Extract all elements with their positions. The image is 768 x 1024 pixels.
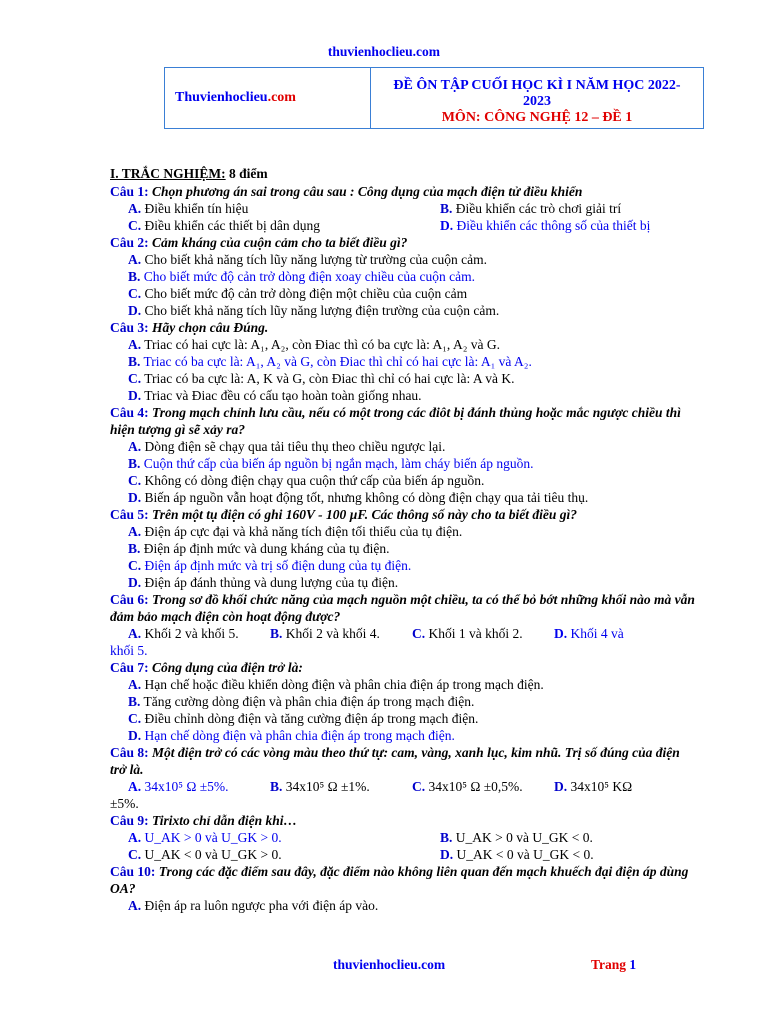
options-row [110,200,696,217]
option-c: C. Triac có ba cực là: A, K và G, còn Điac thì chỉ có hai cực là: A và K. [128,371,515,386]
option-c: C. Điều khiển các thiết bị dân dụng [128,218,320,233]
option-a: A. Điện áp ra luôn ngược pha với điện áp vào. [128,898,379,913]
option-d: D. U_AK < 0 và U_GK < 0. [440,847,594,862]
question-stem: Câu 3: Hãy chọn câu Đúng. [110,320,269,335]
option-c: C. Cho biết mức độ cản trở dòng điện một chiều của cuộn cảm [128,286,468,301]
option-c-correct: C. Điện áp định mức và trị số điện dung của tụ điện. [128,558,412,573]
option-c: C. 34x10⁵ Ω ±0,5%. [412,779,523,794]
page-number: Trang 1 [591,957,637,972]
header-title-cell [371,68,703,128]
option-a: A. Điều khiển tín hiệu [128,201,249,216]
exam-title-line2: 2023 [523,94,551,109]
option-d-correct: D. Khối 4 và [554,626,624,641]
option-b: B. U_AK > 0 và U_GK < 0. [440,830,593,845]
option-c: C. Khối 1 và khối 2. [412,626,523,641]
option-a-correct: A. 34x10⁵ Ω ±5%. [128,779,229,794]
question-stem: Câu 5: Trên một tụ điện có ghi 160V - 100 µF. Các thông số này cho ta biết điều gì? [110,507,577,522]
option-a: A. Hạn chế hoặc điều khiển dòng điện và phân chia điện áp trong mạch điện. [128,677,544,692]
option-c: C. Điều chỉnh dòng điện và tăng cường điện áp trong mạch điện. [128,711,479,726]
question-4 [110,404,696,506]
question-8 [110,744,696,812]
option-d-correct: D. Hạn chế dòng điện và phân chia điện áp trong mạch điện. [128,728,455,743]
option-b-correct: B. Cuộn thứ cấp của biến áp nguồn bị ngắn mạch, làm cháy biến áp nguồn. [128,456,534,471]
site-header-link[interactable]: thuvienhoclieu.com [327,44,441,59]
option-a: A. Cho biết khả năng tích lũy năng lượng từ trường của cuộn cảm. [128,252,488,267]
question-stem: Câu 8: Một điện trở có các vòng màu theo thứ tự: cam, vàng, xanh lục, kim nhũ. Trị số đúng của điện trở là. [110,745,680,777]
option-a: A. Triac có hai cực là: A₁, A₂, còn Điac thì có ba cực là: A₁, A₂ và G. [128,337,501,352]
question-stem: Câu 6: Trong sơ đồ khối chức năng của mạch nguồn một chiều, ta có thể bỏ bớt những khối nào mà vẫn đảm bảo mạch điện còn hoạt động được? [110,592,695,624]
option-b: B. Khối 2 và khối 4. [270,626,380,641]
question-stem: Câu 2: Cảm kháng của cuộn cảm cho ta biết điều gì? [110,235,408,250]
option-c: C. U_AK < 0 và U_GK > 0. [128,847,282,862]
question-stem: Câu 1: Chọn phương án sai trong câu sau : Công dụng của mạch điện tử điều khiển [110,184,583,199]
option-d: D. Triac và Điac đều có cấu tạo hoàn toàn giống nhau. [128,388,422,403]
option-a-correct: A. U_AK > 0 và U_GK > 0. [128,830,282,845]
question-3 [110,319,696,404]
option-a: A. Khối 2 và khối 5. [128,626,239,641]
exam-header-table [164,67,704,129]
option-d: D. Biến áp nguồn vẫn hoạt động tốt, nhưng không có dòng điện chạy qua tải tiêu thụ. [128,490,589,505]
options-row [110,625,696,642]
options-row [110,778,696,795]
question-1 [110,183,696,234]
options-row [110,829,696,846]
question-stem: Câu 9: Tirixto chỉ dẫn điện khi… [110,813,298,828]
question-stem: Câu 4: Trong mạch chỉnh lưu cầu, nếu có một trong các điôt bị đánh thủng hoặc mắc ngược chiều thì hiện tượng gì sẽ xảy ra? [110,405,681,437]
option-a: A. Điện áp cực đại và khả năng tích điện tối thiểu của tụ điện. [128,524,463,539]
options-row [110,217,696,234]
exam-title-line1: ĐỀ ÔN TẬP CUỐI HỌC KÌ I NĂM HỌC 2022- [393,78,681,93]
exam-subject: MÔN: CÔNG NGHỆ 12 – ĐỀ 1 [441,110,633,125]
option-b: B. Tăng cường dòng điện và phân chia điện áp trong mạch điện. [128,694,475,709]
exam-content [110,165,696,914]
question-stem: Câu 7: Công dụng của điện trở là: [110,660,303,675]
header-site-tld: .com [267,90,296,105]
option-d: D. Cho biết khả năng tích lũy năng lượng điện trường của cuộn cảm. [128,303,500,318]
option-b-correct: B. Cho biết mức độ cản trở dòng điện xoay chiều của cuộn cảm. [128,269,475,284]
option-d: D. Điện áp đánh thủng và dung lượng của tụ điện. [128,575,399,590]
header-site-name: Thuvienhoclieu [175,90,268,105]
option-d-correct: D. Điều khiển các thông số của thiết bị [440,218,651,233]
option-b: B. Điện áp định mức và dung kháng của tụ điện. [128,541,390,556]
footer-site-link[interactable]: thuvienhoclieu.com [333,957,446,972]
question-7 [110,659,696,744]
question-6 [110,591,696,659]
options-row [110,846,696,863]
option-d-wrap: khối 5. [110,643,148,658]
section-heading: I. TRẮC NGHIỆM: 8 điểm [110,166,268,181]
header-site-cell [165,68,371,128]
option-b-correct: B. Triac có ba cực là: A₁, A₂ và G, còn Điac thì chỉ có hai cực là: A₁ và A₂. [128,354,532,369]
option-d-wrap: ±5%. [110,796,139,811]
option-b: B. Điều khiển các trò chơi giải trí [440,201,622,216]
question-2 [110,234,696,319]
option-a: A. Dòng điện sẽ chạy qua tải tiêu thụ theo chiều ngược lại. [128,439,446,454]
option-b: B. 34x10⁵ Ω ±1%. [270,779,370,794]
question-5 [110,506,696,591]
question-9 [110,812,696,863]
option-c: C. Không có dòng điện chạy qua cuộn thứ cấp của biến áp nguồn. [128,473,485,488]
option-d: D. 34x10⁵ KΩ [554,779,633,794]
question-stem: Câu 10: Trong các đặc điểm sau đây, đặc điểm nào không liên quan đến mạch khuếch đại điện áp dùng OA? [110,864,689,896]
question-10 [110,863,696,914]
